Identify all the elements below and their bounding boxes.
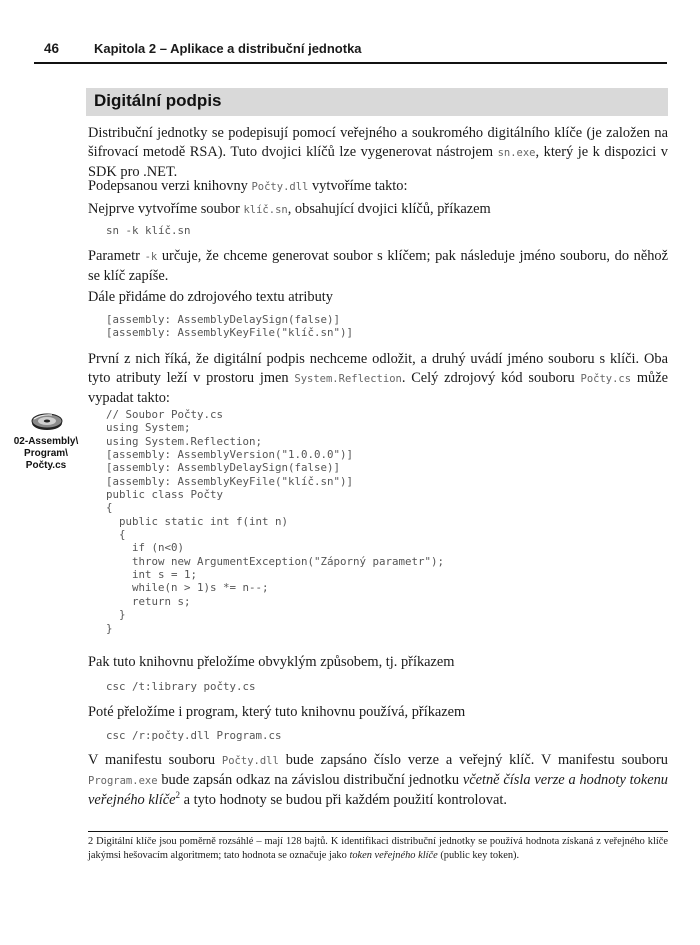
inline-code: klíč.sn (243, 204, 288, 216)
text: Nejprve vytvoříme soubor (88, 201, 244, 217)
section-heading (86, 88, 668, 116)
text: , obsahující dvojici klíčů, příkazem (287, 201, 491, 217)
code-block-1: sn -k klíč.sn (106, 224, 191, 237)
paragraph-5: Dále přidáme do zdrojového textu atributy (88, 289, 333, 305)
paragraph-3 (88, 200, 668, 220)
paragraph-7: Pak tuto knihovnu přeložíme obvyklým způsobem, tj. příkazem (88, 654, 455, 670)
text: Parametr (88, 248, 145, 264)
inline-code: Počty.dll (251, 181, 309, 193)
chapter-title: Kapitola 2 – Aplikace a distribuční jednotka (94, 41, 362, 56)
inline-code: Počty.dll (221, 755, 279, 767)
paragraph-8: Poté přeložíme i program, který tuto knihovnu používá, příkazem (88, 704, 466, 720)
paragraph-9 (88, 751, 668, 810)
inline-code: Program.exe (88, 775, 158, 787)
text: může vypadat takto: (88, 370, 668, 406)
code-block-3: // Soubor Počty.cs using System; using System.Reflection; [assembly: AssemblyVersion("1.0.0.0")] [assembly: AssemblyDelaySign(false)] [assembly: AssemblyKeyFile("klíč.sn")] public class Počty { public static int f(int n) { if (n<0) throw new ArgumentException("Záporný parametr"); int s = 1; while(n > 1)s *= n--; return s; } } (106, 408, 445, 635)
cd-disc-icon (30, 410, 64, 432)
code-block-5: csc /r:počty.dll Program.cs (106, 729, 282, 742)
cd-file-path: 02-Assembly\ Program\ Počty.cs (13, 436, 79, 471)
paragraph-1 (88, 124, 668, 182)
page-header (34, 40, 667, 64)
code-block-2: [assembly: AssemblyDelaySign(false)] [assembly: AssemblyKeyFile("klíč.sn")] (106, 313, 354, 340)
text: 2 Digitální klíče jsou poměrně rozsáhlé – mají 128 bajtů. K identifikaci distribuční jednotky se používá hodnota získaná z veřejného klíče jakýmsi hešovacím algoritmem; tato hodnota se označuje jako (88, 836, 668, 861)
text: vytvoříme takto: (308, 178, 408, 194)
inline-code: sn.exe (497, 147, 536, 159)
inline-code: -k (144, 251, 158, 263)
code-block-4: csc /t:library počty.cs (106, 680, 256, 693)
text: určuje, že chceme generovat soubor s klíčem; pak následuje jméno souboru, do něhož se klíč zapíše. (88, 248, 668, 284)
footnote-divider (88, 831, 668, 832)
italic-text: včetně čísla verze a hodnoty tokenu veřejného klíče (88, 772, 668, 808)
text: (public key token). (437, 849, 520, 861)
inline-code: Počty.cs (580, 373, 632, 385)
text: bude zapsán odkaz na závislou distribuční jednotku (157, 772, 463, 788)
italic-text: token veřejného klíče (349, 849, 438, 861)
text: , který je k dispozici v SDK pro .NET. (88, 144, 668, 180)
paragraph-2 (88, 177, 668, 197)
footnote (88, 835, 668, 862)
text: První z nich říká, že digitální podpis nechceme odložit, a druhý uvádí jméno souboru s klíči. Oba tyto atributy leží v prostoru jmen (88, 351, 668, 386)
text: bude zapsáno číslo verze a veřejný klíč. V manifestu souboru (278, 752, 668, 768)
footnote-ref: 2 (175, 790, 180, 801)
text: Distribuční jednotky se podepisují pomocí veřejného a soukromého digitálního klíče (je založen na šifrovací metodě RSA). Tuto dvojici klíčů lze vygenerovat nástrojem (88, 125, 668, 160)
section-title: Digitální podpis (94, 91, 222, 110)
text: a tyto hodnoty se budou při každém použití kontrolovat. (180, 792, 507, 808)
text: Podepsanou verzi knihovny (88, 178, 252, 194)
text: . Celý zdrojový kód souboru (401, 370, 581, 386)
text: V manifestu souboru (88, 752, 222, 768)
paragraph-4 (88, 247, 668, 286)
inline-code: System.Reflection (294, 373, 402, 385)
paragraph-6 (88, 350, 668, 408)
page-number: 46 (44, 41, 60, 56)
